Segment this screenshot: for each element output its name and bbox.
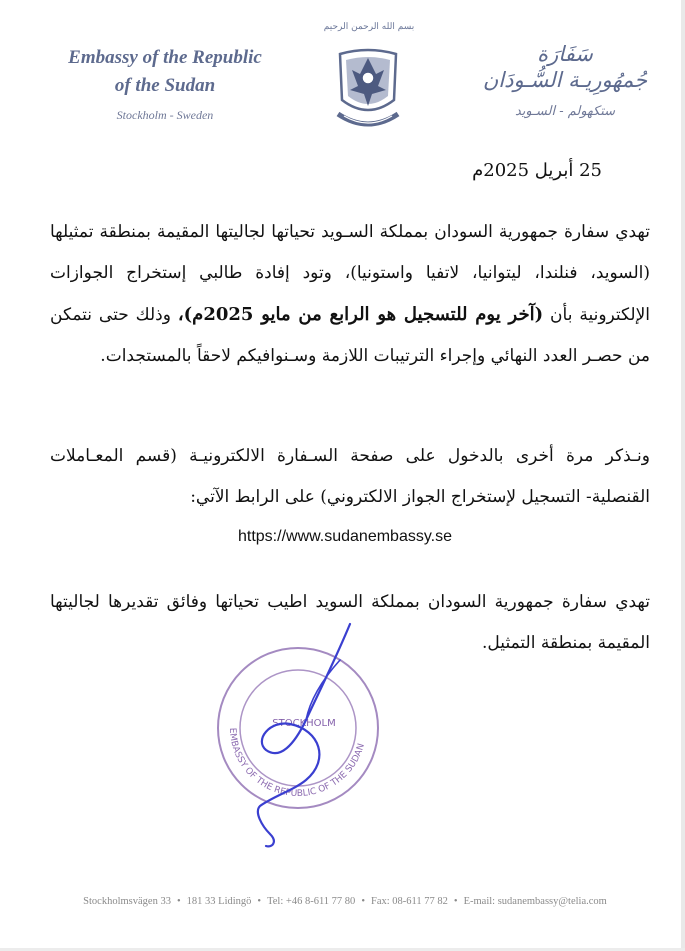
- deadline-highlight: (آخر يوم للتسجيل هو الرابع من مايو 2025م)،: [177, 304, 544, 325]
- footer-postcode: 181 33 Lidingö: [186, 896, 252, 907]
- paragraph1-closing: وذلك حتى نتمكن من حصـر العدد النهائي وإجراء الترتيبات اللازمة وسـنوافيكم لاحقاً بالمستجدات.: [50, 305, 650, 366]
- arabic-letterhead: [480, 42, 650, 119]
- seal-inner-text: STOCKHOLM: [272, 718, 336, 729]
- embassy-seal-and-signature: [210, 620, 390, 850]
- sudan-emblem-icon: [330, 44, 406, 136]
- paragraph-website-reminder: ونـذكر مرة أخرى بالدخول على صفحة السـفارة الالكترونيـة (قسم المعـاملات القنصلية- التسجيل لإستخراج الجواز الالكتروني) على الرابط الآتي:: [50, 446, 650, 507]
- signature-stroke: [258, 624, 350, 846]
- page-edge-right: [681, 0, 685, 951]
- footer-fax: Fax: 08-611 77 82: [371, 896, 448, 907]
- arabic-city: ستكهولم - السـويد: [514, 104, 616, 119]
- arabic-title-line2: جُمهُورِيـة السُّـودَان: [482, 68, 648, 92]
- letter-footer: Stockholmsvägen 33 • 181 33 Lidingö • Tel: +46 8-611 77 80 • Fax: 08-611 77 82 • E-mail: sudanembassy@telia.com: [83, 896, 607, 907]
- english-city: Stockholm - Sweden: [116, 108, 214, 122]
- paragraph-registration-deadline: [50, 212, 650, 377]
- english-title-line1: Embassy of the Republic: [68, 47, 262, 68]
- english-letterhead: [40, 44, 290, 123]
- basmala-calligraphy: بسم الله الرحمن الرحيم: [323, 22, 415, 32]
- english-title-line2: of the Sudan: [114, 75, 216, 96]
- footer-address: Stockholmsvägen 33: [83, 896, 171, 907]
- embassy-website-link[interactable]: https://www.sudanembassy.se: [237, 528, 453, 545]
- seal-ring-text: EMBASSY OF THE REPUBLIC OF THE SUDAN: [226, 727, 367, 800]
- footer-tel: Tel: +46 8-611 77 80: [267, 896, 356, 907]
- letter-date: 25 أبريل 2025م: [472, 160, 602, 181]
- footer-email[interactable]: E-mail: sudanembassy@telia.com: [463, 896, 607, 907]
- arabic-title-line1: سَفَارَة: [537, 42, 593, 66]
- paragraph-closing-greeting: تهدي سفارة جمهورية السودان بمملكة السويد اطيب تحياتها وفائق تقديرها لجاليتها المقيمة بمنطقة التمثيل.: [50, 592, 650, 653]
- paragraph1-intro: تهدي سفارة جمهورية السودان بمملكة السـويد تحياتها لجاليتها المقيمة بمنطقة تمثيلها (السويد، فنلندا، ليتوانيا، لاتفيا واستونيا)، وتود إفادة طالبي إستخراج الجوازات الإلكترونية بأن: [50, 222, 651, 325]
